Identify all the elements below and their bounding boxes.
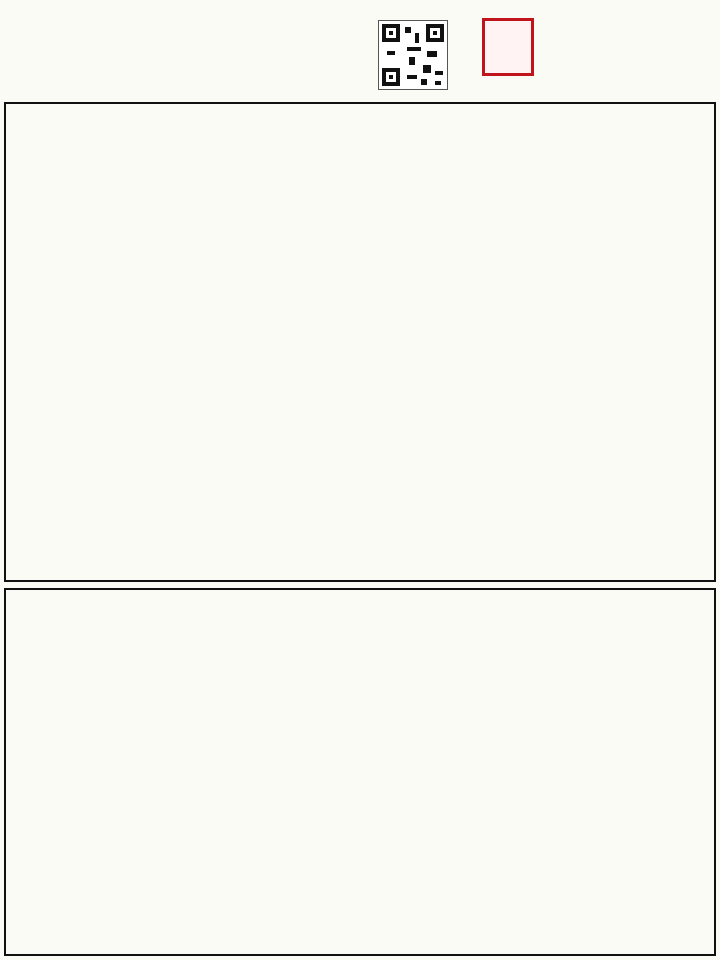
annual-years-grid: [4, 588, 716, 956]
seal-logo: [482, 18, 534, 76]
qr-code[interactable]: [378, 20, 448, 90]
header: [0, 0, 720, 100]
pillars-and-luck-periods: [4, 102, 716, 582]
